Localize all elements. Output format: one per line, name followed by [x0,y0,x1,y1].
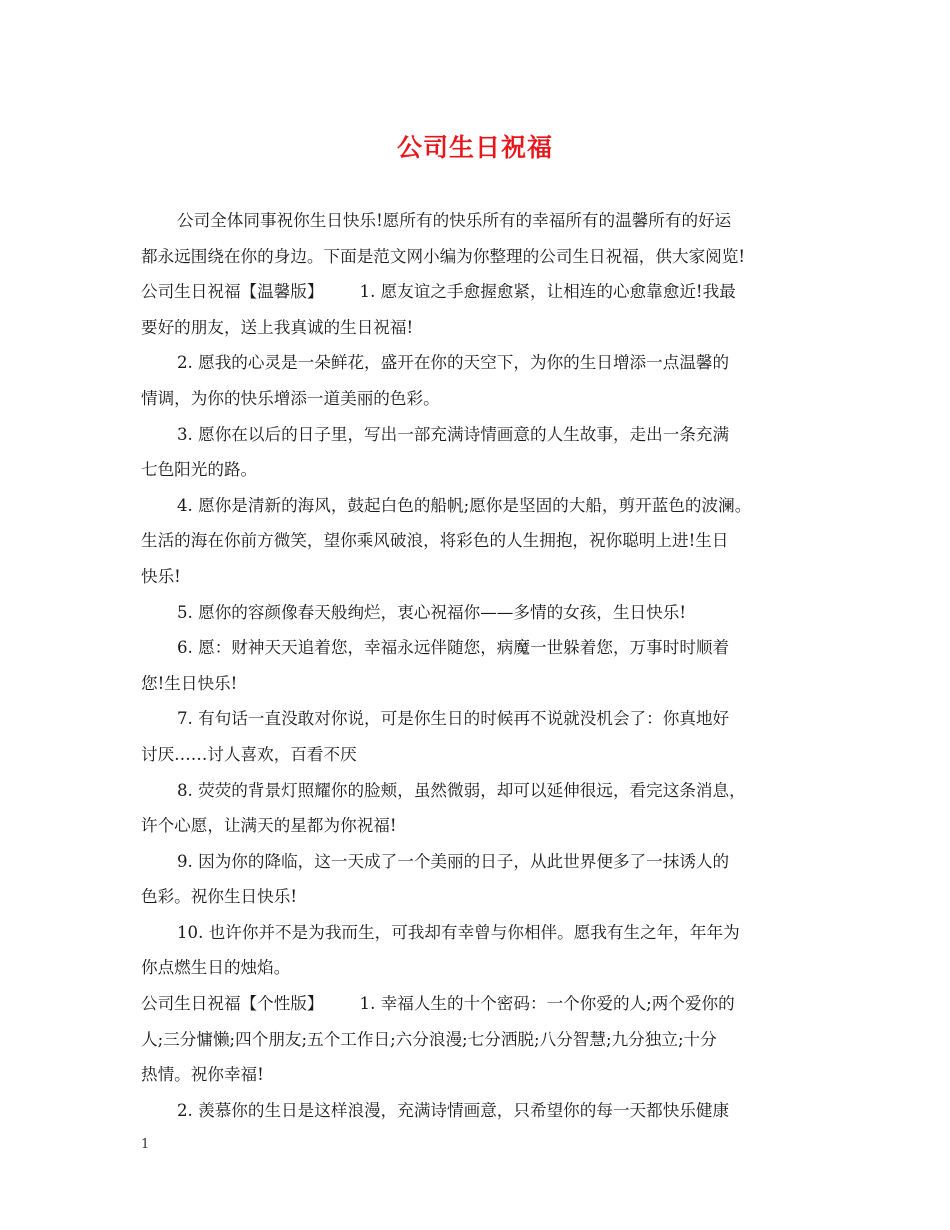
paragraph-line: 4. 愿你是清新的海风，鼓起白色的船帆;愿你是坚固的大船，剪开蓝色的波澜。 [177,495,752,515]
paragraph-line: 5. 愿你的容颜像春天般绚烂，衷心祝福你——多情的女孩，生日快乐! [177,602,686,622]
paragraph-line: 七色阳光的路。 [141,460,258,480]
paragraph-line: 2. 愿我的心灵是一朵鲜花，盛开在你的天空下，为你的生日增添一点温馨的 [177,353,730,373]
paragraph-line: 生活的海在你前方微笑，望你乘风破浪，将彩色的人生拥抱，祝你聪明上进!生日 [141,531,729,551]
paragraph-line: 都永远围绕在你的身边。下面是范文网小编为你整理的公司生日祝福，供大家阅览! [141,246,746,266]
paragraph-line: 6. 愿：财神天天追着您，幸福永远伴随您，病魔一世躲着您，万事时时顺着 [177,638,730,658]
page-number: 1 [141,1137,150,1152]
paragraph-line: 人;三分慵懒;四个朋友;五个工作日;六分浪漫;七分洒脱;八分智慧;九分独立;十分 [141,1029,717,1049]
paragraph-line: 2. 羡慕你的生日是这样浪漫，充满诗情画意，只希望你的每一天都快乐健康 [177,1100,730,1120]
paragraph-line: 8. 荧荧的背景灯照耀你的脸颊，虽然微弱，却可以延伸很远，看完这条消息， [177,780,746,800]
paragraph-line: 7. 有句话一直没敢对你说，可是你生日的时候再不说就没机会了：你真地好 [177,709,730,729]
paragraph-line: 9. 因为你的降临，这一天成了一个美丽的日子，从此世界便多了一抹诱人的 [177,851,730,871]
paragraph-line: 情调，为你的快乐增添一道美丽的色彩。 [141,388,440,408]
paragraph-line: 您!生日快乐! [141,673,238,693]
paragraph-line: 公司全体同事祝你生日快乐!愿所有的快乐所有的幸福所有的温馨所有的好运 [177,211,732,230]
paragraph-text: 1. 愿友谊之手愈握愈紧，让相连的心愈靠愈近!我最 [359,282,736,302]
paragraph-text: 1. 幸福人生的十个密码：一个你爱的人;两个爱你的 [359,994,735,1014]
paragraph-line: 许个心愿，让满天的星都为你祝福! [141,816,397,836]
section-heading-line [141,986,813,1022]
section-heading-line [141,274,813,310]
paragraph-line: 讨厌……讨人喜欢，百看不厌 [141,744,357,764]
paragraph-line: 快乐! [141,566,181,586]
paragraph-line: 要好的朋友，送上我真诚的生日祝福! [141,317,414,337]
document-body [141,203,813,1128]
section-heading: 公司生日祝福【温馨版】 [141,282,324,302]
paragraph-line: 色彩。祝你生日快乐! [141,887,298,907]
paragraph-line: 3. 愿你在以后的日子里，写出一部充满诗情画意的人生故事，走出一条充满 [177,424,730,444]
paragraph-line: 热情。祝你幸福! [141,1065,264,1085]
section-heading: 公司生日祝福【个性版】 [141,994,324,1014]
document-title: 公司生日祝福 [396,133,553,162]
paragraph-line: 10. 也许你并不是为我而生，可我却有幸曾与你相伴。愿我有生之年，年年为 [177,922,740,942]
paragraph-line: 你点燃生日的烛焰。 [141,958,291,978]
